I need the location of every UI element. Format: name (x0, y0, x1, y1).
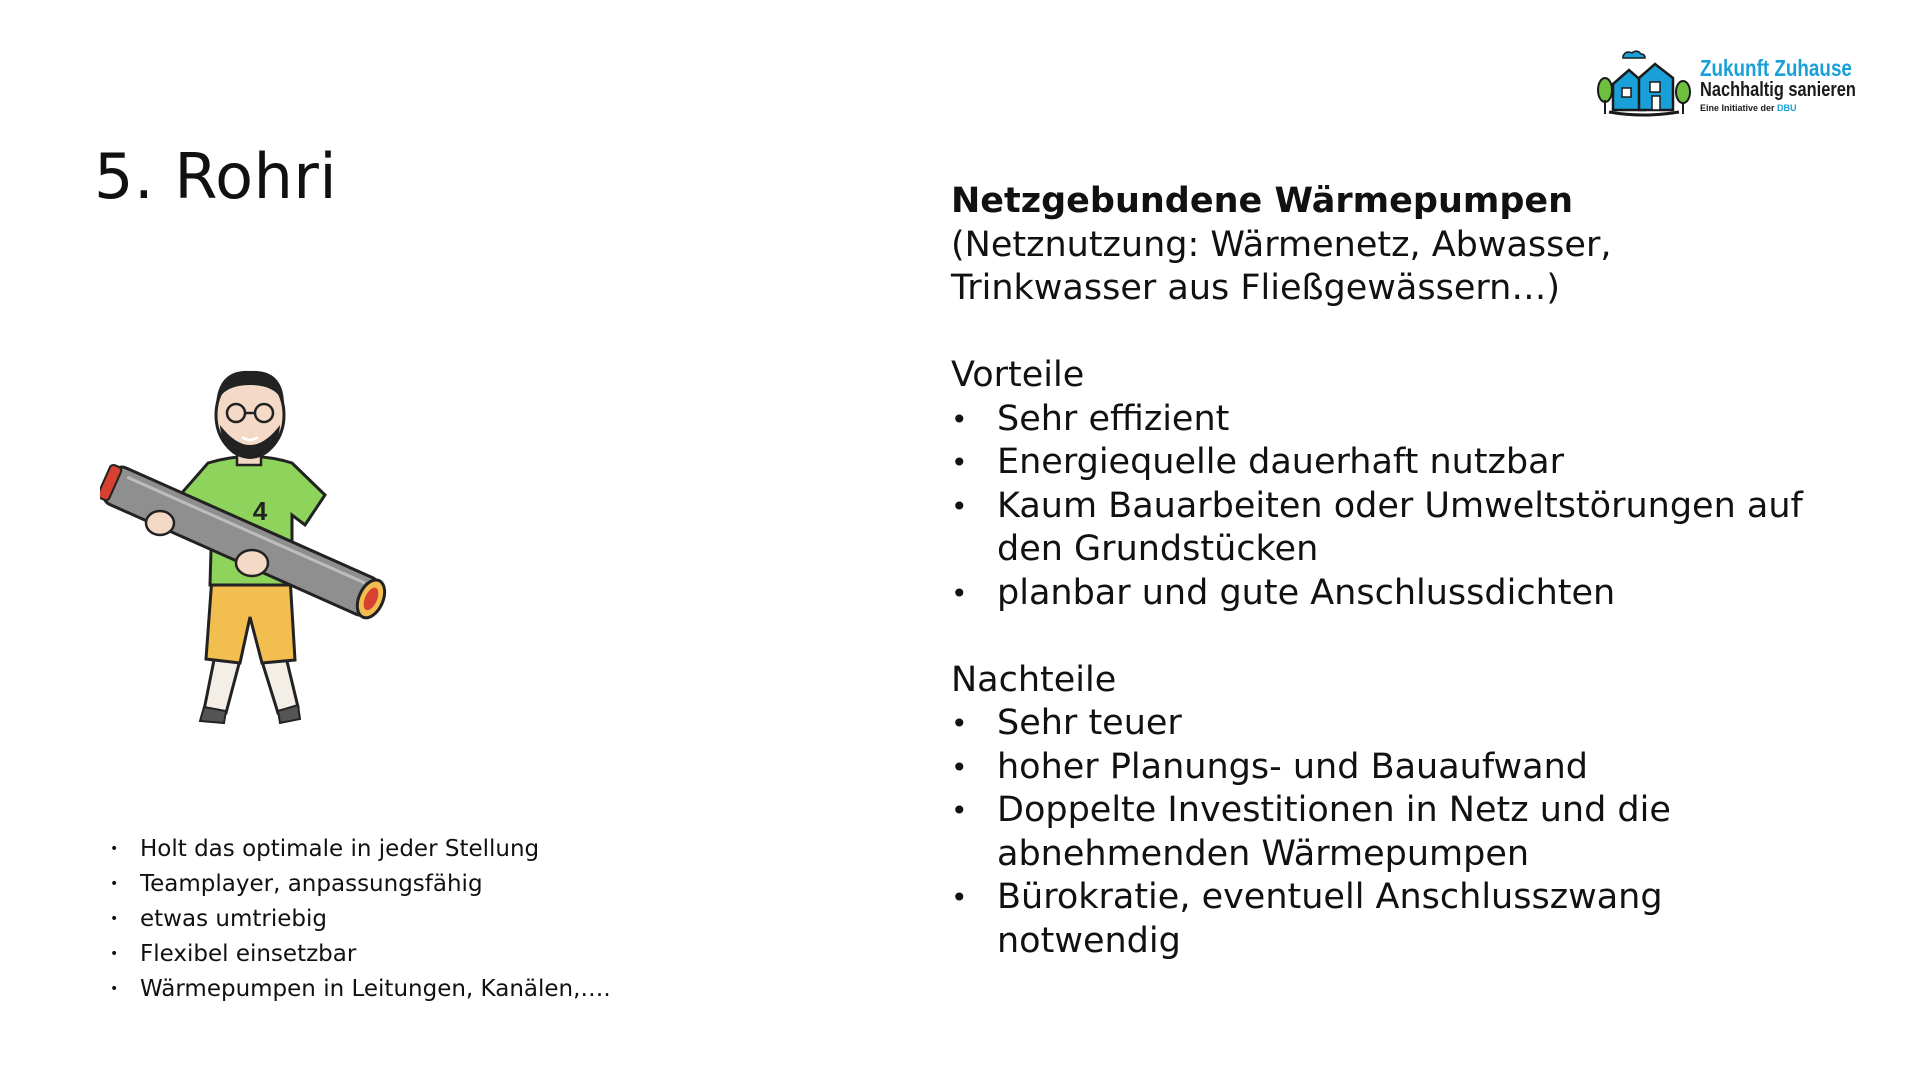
heat-pump-panel (951, 180, 1851, 963)
advantage-item: • Sehr effizient (951, 398, 1851, 442)
logo-dbu-brand: DBU (1777, 103, 1797, 114)
logo-initiative-prefix: Eine Initiative der (1700, 103, 1775, 114)
panel-subtitle-line2: Trinkwasser aus Fließgewässern…) (951, 268, 1560, 308)
panel-subtitle-line1: (Netznutzung: Wärmenetz, Abwasser, (951, 224, 1612, 265)
advantage-item: • Energiequelle dauerhaft nutzbar (951, 441, 1851, 485)
logo-initiative (1700, 103, 1890, 113)
panel-heading: Netzgebundene Wärmepumpen (951, 181, 1574, 221)
trait-item: • Flexibel einsetzbar (108, 937, 611, 972)
slide-title: 5. Rohri (94, 140, 338, 213)
logo-title: Zukunft Zuhause (1700, 55, 1852, 81)
disadvantages-list (951, 702, 1851, 963)
disadvantage-item: • Sehr teuer (951, 702, 1851, 746)
advantages-label: Vorteile (951, 355, 1085, 395)
disadvantage-item: • Bürokratie, eventuell Anschlusszwang notwendig (951, 876, 1851, 963)
houses-logo-icon (1595, 48, 1695, 123)
trait-item: • Holt das optimale in jeder Stellung (108, 832, 611, 867)
shirt-number: 4 (252, 496, 268, 526)
plumber-holding-pipe-illustration (100, 355, 390, 725)
trait-item: • Teamplayer, anpassungsfähig (108, 867, 611, 902)
disadvantage-item: • Doppelte Investitionen in Netz und die abnehmenden Wärmepumpen (951, 789, 1851, 876)
logo-subtitle: Nachhaltig sanieren (1700, 79, 1856, 102)
trait-item: • Wärmepumpen in Leitungen, Kanälen,…. (108, 972, 611, 1007)
disadvantage-item: • hoher Planungs- und Bauaufwand (951, 746, 1851, 790)
trait-item: • etwas umtriebig (108, 902, 611, 937)
traits-list (108, 832, 611, 1007)
disadvantages-label: Nachteile (951, 659, 1117, 700)
advantage-item: • Kaum Bauarbeiten oder Umweltstörungen auf den Grundstücken (951, 485, 1851, 572)
advantage-item: • planbar und gute Anschlussdichten (951, 572, 1851, 616)
zukunft-zuhause-logo (1595, 48, 1855, 128)
advantages-list (951, 398, 1851, 616)
